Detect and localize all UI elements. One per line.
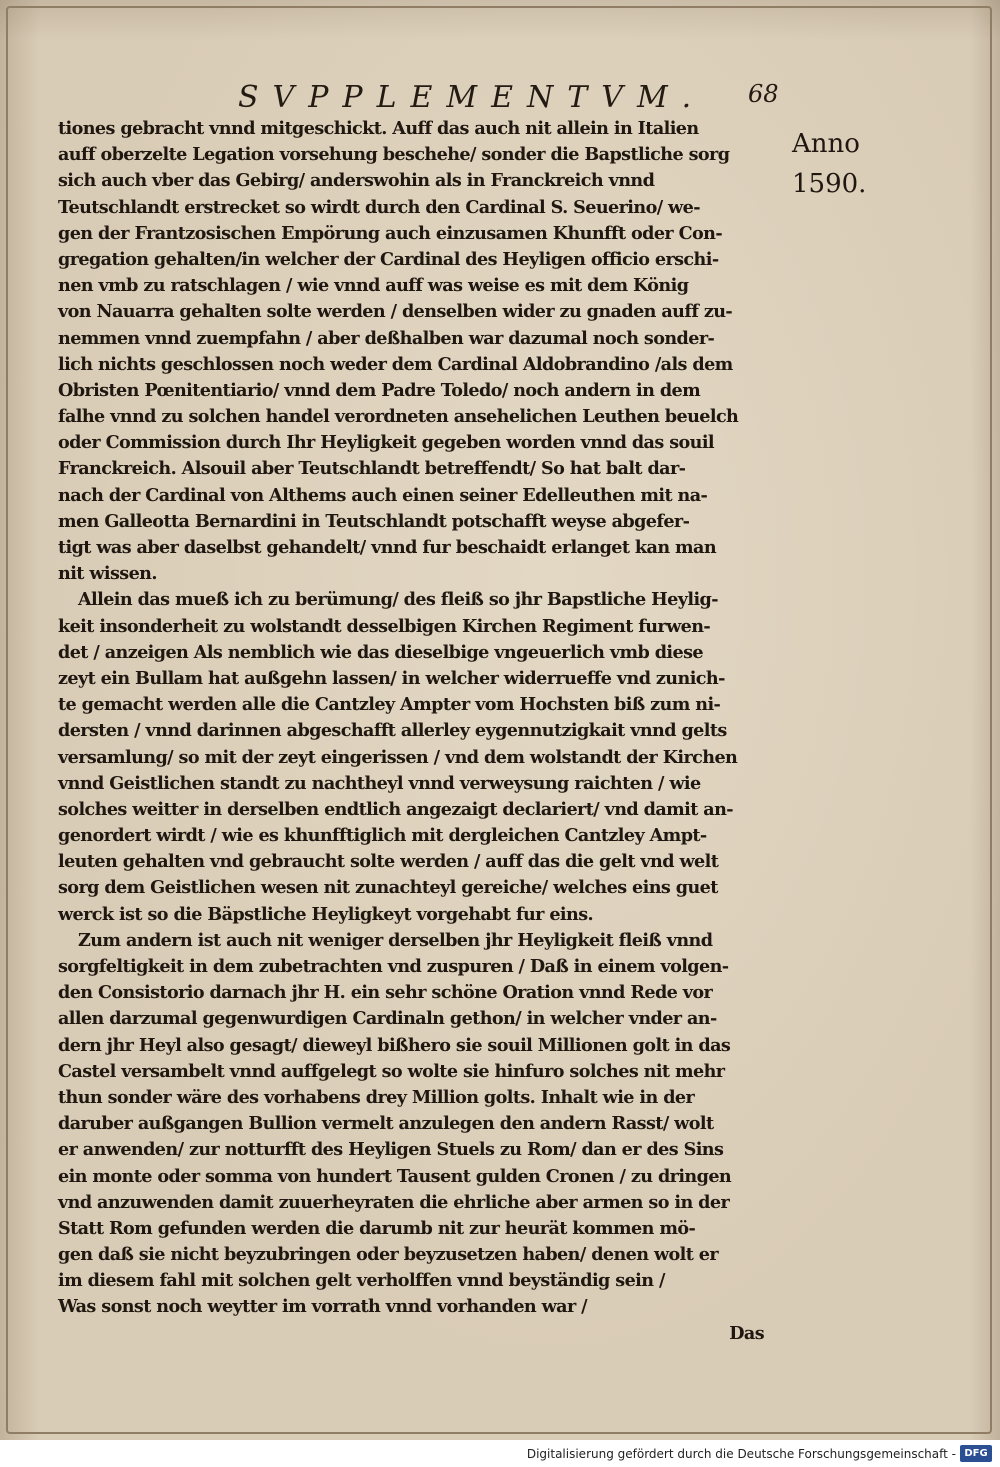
text-line: nen vmb zu ratschlagen / wie vnnd auff was weise es mit dem König <box>58 275 689 297</box>
text-line: dern jhr Heyl also gesagt/ dieweyl bißhero sie souil Millionen golt in das <box>58 1034 731 1056</box>
text-line: falhe vnnd zu solchen handel verordneten ansehelichen Leuthen beuelch <box>58 406 739 428</box>
text-line: ein monte oder somma von hundert Tausent gulden Cronen / zu dringen <box>58 1165 732 1187</box>
text-line: Franckreich. Alsouil aber Teutschlandt betreffendt/ So hat balt dar- <box>58 458 686 480</box>
text-line: vnnd Geistlichen standt zu nachtheyl vnnd verweysung raichten / wie <box>58 772 701 794</box>
text-line: sorg dem Geistlichen wesen nit zunachteyl gereiche/ welches eins guet <box>58 877 718 899</box>
margin-note-year: 1590. <box>792 169 867 199</box>
text-line: nemmen vnnd zuempfahn / aber deßhalben war dazumal noch sonder- <box>58 327 715 349</box>
funding-notice: Digitalisierung gefördert durch die Deutsche Forschungsgemeinschaft - <box>526 1447 956 1461</box>
text-line: allen darzumal gegenwurdigen Cardinaln gethon/ in welcher vnder an- <box>58 1008 717 1030</box>
text-line: den Consistorio darnach jhr H. ein sehr schöne Oration vnnd Rede vor <box>58 982 713 1004</box>
running-head <box>0 72 1000 115</box>
text-line: Teutschlandt erstrecket so wirdt durch den Cardinal S. Seuerino/ we- <box>58 196 700 218</box>
text-line: Was sonst noch weytter im vorrath vnnd vorhanden war / <box>58 1296 587 1318</box>
text-line: daruber außgangen Bullion vermelt anzulegen den andern Rasst/ wolt <box>58 1113 714 1135</box>
text-line: genordert wirdt / wie es khunfftiglich mit dergleichen Cantzley Ampt- <box>58 825 707 847</box>
text-line: lich nichts geschlossen noch weder dem Cardinal Aldobrandino /als dem <box>58 353 733 375</box>
text-line: tiones gebracht vnnd mitgeschickt. Auff das auch nit allein in Italien <box>58 118 699 139</box>
margin-note-word: Anno <box>792 129 860 159</box>
catchword: Das <box>729 1322 764 1344</box>
text-line: det / anzeigen Als nemblich wie das dieselbige vngeuerlich vmb diese <box>58 641 703 663</box>
text-line: Castel versambelt vnnd auffgelegt so wolte sie hinfuro solches nit mehr <box>58 1060 725 1082</box>
page-number: 68 <box>748 80 779 108</box>
text-line: von Nauarra gehalten solte werden / denselben wider zu gnaden auff zu- <box>58 301 733 323</box>
text-line: zeyt ein Bullam hat außgehn lassen/ in welcher widerrueffe vnd zunich- <box>58 667 725 689</box>
text-line: Zum andern ist auch nit weniger derselben jhr Heyligkeit fleiß vnnd <box>78 929 713 951</box>
text-line: men Galleotta Bernardini in Teutschlandt potschafft weyse abgefer- <box>58 510 690 532</box>
text-line: gen der Frantzosischen Empörung auch einzusamen Khunfft oder Con- <box>58 222 723 244</box>
text-line: werck ist so die Bäpstliche Heyligkeyt vorgehabt fur eins. <box>58 903 594 925</box>
text-line: dersten / vnnd darinnen abgeschafft allerley eygennutzigkait vnnd gelts <box>58 720 727 742</box>
text-line: nach der Cardinal von Althems auch einen seiner Edelleuthen mit na- <box>58 484 708 506</box>
text-line: keit insonderheit zu wolstandt desselbigen Kirchen Regiment furwen- <box>58 615 711 637</box>
text-line: thun sonder wäre des vorhabens drey Million golts. Inhalt wie in der <box>58 1086 695 1108</box>
text-line: te gemacht werden alle die Cantzley Ampter vom Hochsten biß zum ni- <box>58 694 721 716</box>
text-line: Statt Rom gefunden werden die darumb nit zur heurät kommen mö- <box>58 1217 696 1239</box>
text-line: sich auch vber das Gebirg/ anderswohin als in Franckreich vnnd <box>58 170 655 192</box>
text-line: oder Commission durch Ihr Heyligkeit gegeben worden vnnd das souil <box>58 432 714 454</box>
text-line: tigt was aber daselbst gehandelt/ vnnd fur beschaidt erlanget kan man <box>58 537 717 558</box>
text-line: gregation gehalten/in welcher der Cardinal des Heyligen officio erschi- <box>58 248 719 270</box>
text-line: im diesem fahl mit solchen gelt verholffen vnnd beyständig sein / <box>58 1270 665 1292</box>
margin-note <box>792 124 892 204</box>
footer-bar <box>0 1440 1000 1467</box>
text-line: gen daß sie nicht beyzubringen oder beyzusetzen haben/ denen wolt er <box>58 1244 719 1266</box>
text-line: er anwenden/ zur notturfft des Heyligen Stuels zu Rom/ dan er des Sins <box>58 1139 724 1161</box>
text-line: vnd anzuwenden damit zuuerheyraten die ehrliche aber armen so in der <box>58 1191 730 1213</box>
running-title: SVPPLEMENTVM. <box>238 80 706 115</box>
text-line: solches weitter in derselben endtlich angezaigt declariert/ vnd damit an- <box>58 798 733 820</box>
text-line: sorgfeltigkeit in dem zubetrachten vnd zuspuren / Daß in einem volgen- <box>58 956 729 977</box>
text-line: versamlung/ so mit der zeyt eingerissen / vnd dem wolstandt der Kirchen <box>58 746 738 768</box>
dfg-logo: DFG <box>960 1445 992 1462</box>
text-line: auff oberzelte Legation vorsehung beschehe/ sonder die Bapstliche sorg <box>58 144 730 166</box>
text-line: Allein das mueß ich zu berümung/ des fleiß so jhr Bapstliche Heylig- <box>78 589 718 611</box>
text-line: Obristen Pœnitentiario/ vnnd dem Padre Toledo/ noch andern in dem <box>58 379 701 401</box>
body-text <box>58 116 778 1347</box>
text-line: leuten gehalten vnd gebraucht solte werden / auff das die gelt vnd welt <box>58 851 719 873</box>
text-line: nit wissen. <box>58 563 157 585</box>
